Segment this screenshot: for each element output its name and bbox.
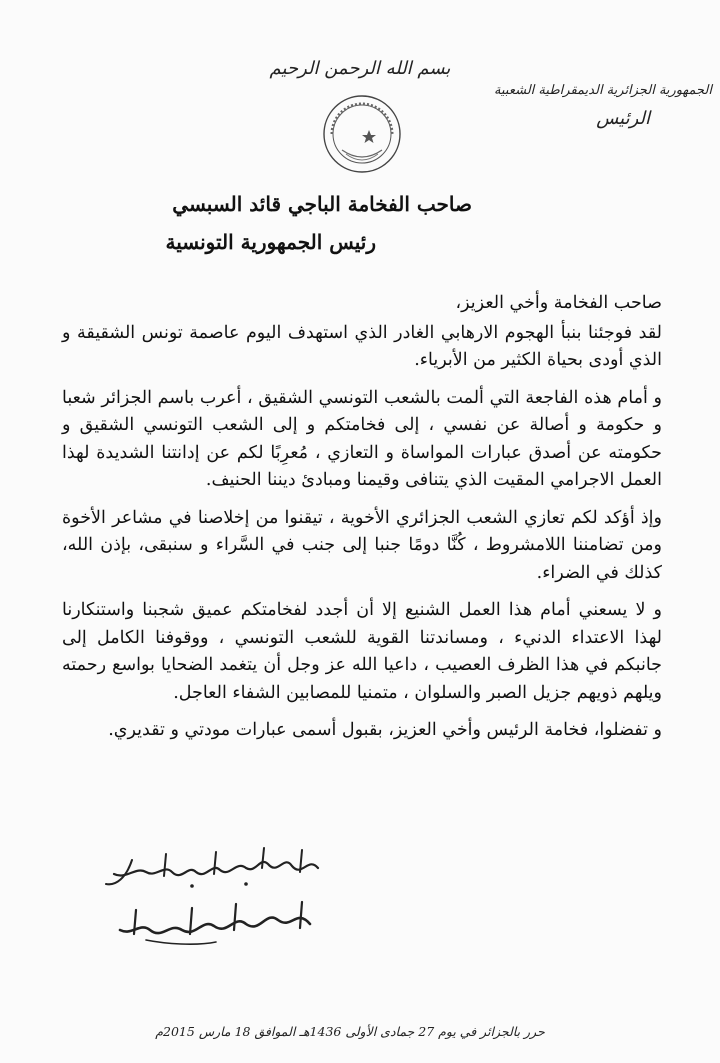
paragraph: و أمام هذه الفاجعة التي ألمت بالشعب التونسي الشقيق ، أعرب باسم الجزائر شعبا و حكومة و أصالة عن نفسي ، إلى فخامتكم و إلى الشعب التونسي الشقيق و حكومته عن أصدق عبارات المواساة و التعازي ، مُعرِبًا لكم عن إدانتنا الشديدة لهذا العمل الاجرامي المقيت الذي يتنافى وقيمنا ومبادئ ديننا الحنيف. (62, 387, 662, 490)
paragraph: و لا يسعني أمام هذا العمل الشنيع إلا أن أجدد لفخامتكم عميق شجبنا واستنكارنا لهذا الاعتداء الدنيء ، ومساندتنا القوية للشعب التونسي ، ووقوفنا الكامل إلى جانبكم في هذا الظرف العصيب ، داعيا الله عز وجل أن يتغمد الضحايا بواسع رحمته ويلهم ذويهم جزيل الصبر والسلوان ، متمنيا للمصابين الشفاء العاجل. (62, 600, 662, 703)
basmala: بسم الله الرحمن الرحيم (269, 58, 451, 79)
letter-body (62, 290, 662, 755)
addressee-title: رئيس الجمهورية التونسية (165, 230, 376, 254)
salutation: صاحب الفخامة وأخي العزيز، (455, 293, 662, 313)
presidential-seal-icon (320, 92, 404, 176)
paragraph: لقد فوجئنا بنبأ الهجوم الارهابي الغادر الذي استهدف اليوم عاصمة تونس الشقيقة و الذي أودى بحياة الكثير من الأبرياء. (62, 322, 662, 370)
handwritten-signature (96, 838, 326, 948)
republic-heading: الجمهورية الجزائرية الديمقراطية الشعبية (494, 83, 712, 98)
paragraph: و تفضلوا، فخامة الرئيس وأخي العزيز، بقبول أسمى عبارات مودتي و تقديري. (108, 720, 662, 740)
paragraph: وإذ أؤكد لكم تعازي الشعب الجزائري الأخوية ، تيقنوا من إخلاصنا في مشاعر الأخوة ومن تضامننا اللامشروط ، كُنَّا دومًا جنبا إلى جنب في السَّراء و سنبقى، بإذن الله، كذلك في الضراء. (62, 507, 662, 583)
date-line: حرر بالجزائر في يوم 27 جمادى الأولى 1436هـ الموافق 18 مارس 2015م (155, 1024, 545, 1039)
addressee-name: صاحب الفخامة الباجي قائد السبسي (172, 192, 472, 216)
presidency-heading: الرئيس (596, 108, 650, 129)
